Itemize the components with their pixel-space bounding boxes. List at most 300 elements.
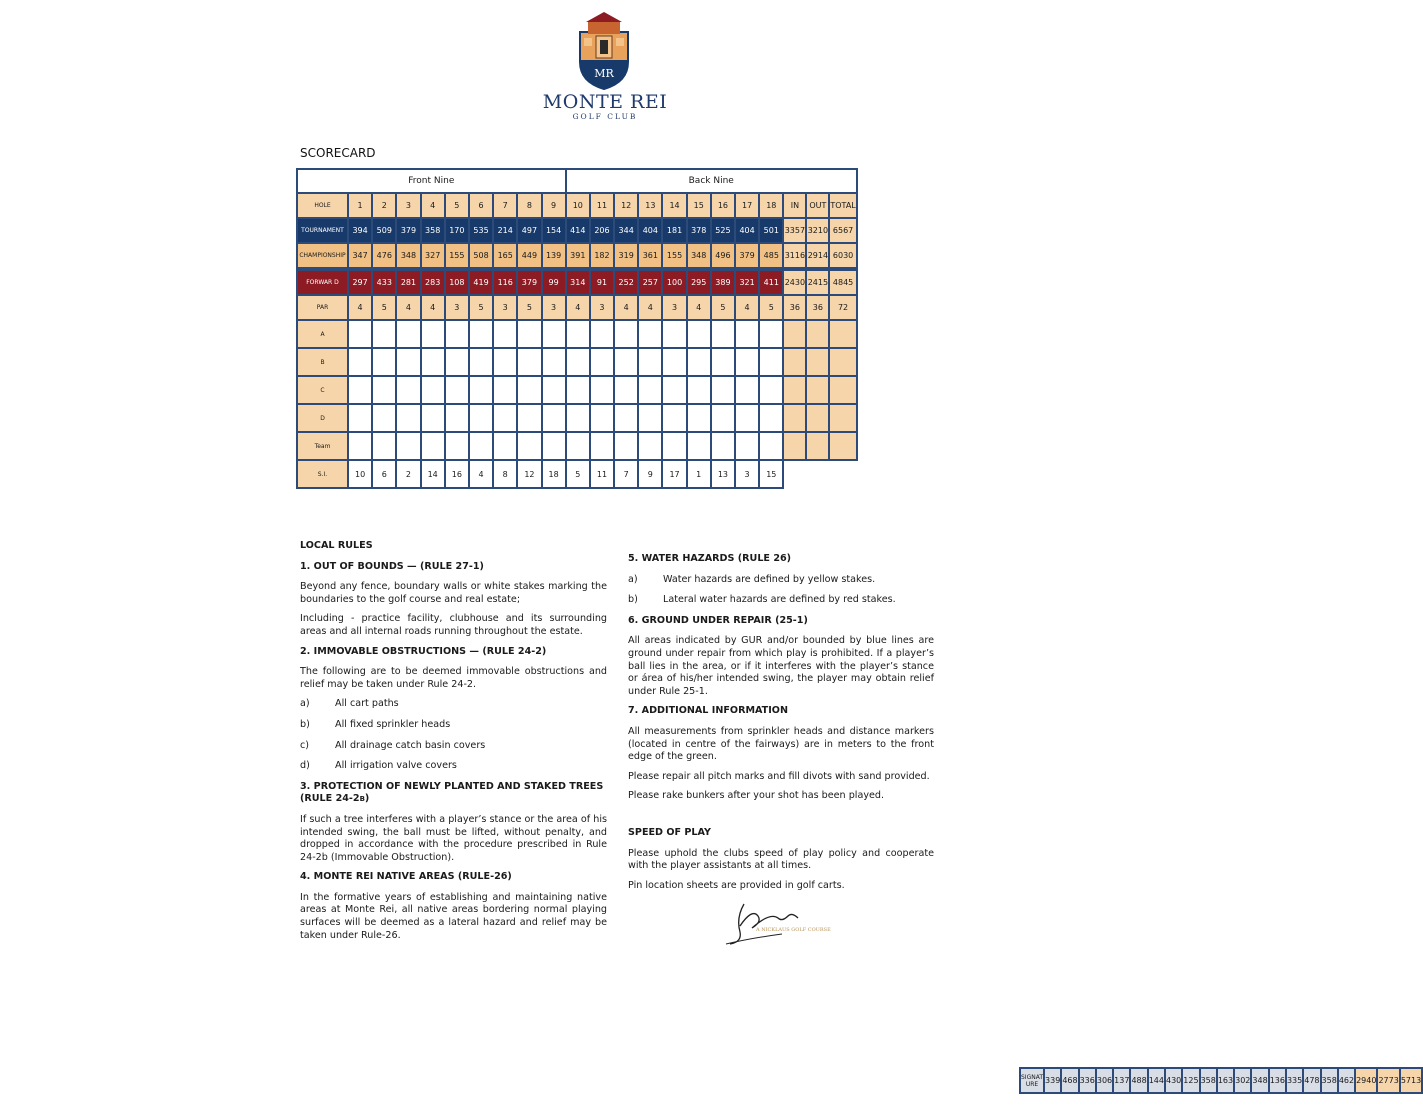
score-entry-cell[interactable] [542,376,566,404]
yardage-cell: 6567 [829,218,856,243]
score-entry-cell[interactable] [396,348,420,376]
stroke-index-cell: 12 [517,460,541,488]
yardage-cell: 100 [662,270,686,295]
score-entry-cell[interactable] [542,432,566,460]
score-entry-cell[interactable] [590,432,614,460]
hole-header-cell: OUT [806,193,829,218]
yardage-cell: 430 [1165,1068,1182,1093]
yardage-cell: 404 [735,218,759,243]
score-entry-cell[interactable] [638,432,662,460]
score-entry-cell[interactable] [542,320,566,348]
score-entry-cell[interactable] [687,432,711,460]
yardage-cell: 335 [1286,1068,1303,1093]
svg-text:A NICKLAUS GOLF COURSE: A NICKLAUS GOLF COURSE [756,927,831,933]
score-entry-cell[interactable] [590,320,614,348]
score-entry-cell[interactable] [711,404,735,432]
score-entry-cell[interactable] [566,432,590,460]
stroke-index-cell: 16 [445,460,469,488]
yardage-cell: 163 [1217,1068,1234,1093]
score-entry-cell[interactable] [542,348,566,376]
score-entry-cell[interactable] [517,320,541,348]
yardage-cell: 5713 [1400,1068,1422,1093]
yardage-cell: 327 [421,243,445,268]
list-item [300,698,607,711]
list-item-text: All irrigation valve covers [335,760,457,772]
list-item-marker: b) [628,594,638,606]
score-entry-cell[interactable] [806,432,829,460]
score-entry-cell[interactable] [711,348,735,376]
tee-row-champ [297,243,857,268]
score-entry-cell[interactable] [759,432,783,460]
score-entry-cell[interactable] [759,320,783,348]
tee-row-par [297,295,857,320]
hole-header-cell: 1 [348,193,372,218]
brand-wordmark [500,92,710,122]
rule-1-title: 1. OUT OF BOUNDS — (RULE 27-1) [300,560,484,572]
score-entry-cell[interactable] [372,376,396,404]
hole-header-cell: 16 [711,193,735,218]
yardage-cell: 419 [469,270,493,295]
score-entry-cell[interactable] [783,432,806,460]
score-entry-cell[interactable] [614,348,638,376]
score-entry-cell[interactable] [735,432,759,460]
rule-4-title: 4. MONTE REI NATIVE AREAS (RULE-26) [300,871,512,883]
tee-row-sig [1019,1067,1144,1117]
yardage-cell: 36 [783,295,806,320]
hole-header-cell: IN [783,193,806,218]
row-label: FORWAR D [297,270,348,295]
score-entry-cell[interactable] [829,320,856,348]
row-label: TOURNAMENT [297,218,348,243]
stroke-index-row [297,460,857,488]
score-entry-cell[interactable] [614,432,638,460]
score-entry-cell[interactable] [469,376,493,404]
score-entry-cell[interactable] [566,348,590,376]
list-item [628,594,934,607]
stroke-index-cell: 6 [372,460,396,488]
list-item-text: Water hazards are defined by yellow stakes. [663,573,876,585]
yardage-cell: 3210 [806,218,829,243]
stroke-index-cell: 2 [396,460,420,488]
yardage-cell: 339 [1044,1068,1061,1093]
score-entry-cell[interactable] [396,432,420,460]
score-entry-cell[interactable] [372,348,396,376]
yardage-cell: 321 [735,270,759,295]
score-entry-cell[interactable] [590,404,614,432]
list-item-marker: d) [300,760,310,772]
player-row [297,376,857,404]
score-entry-cell[interactable] [372,404,396,432]
stroke-index-label: S.I. [297,460,348,488]
stroke-index-cell: 8 [493,460,517,488]
score-entry-cell[interactable] [566,404,590,432]
row-label: CHAMPIONSHIP [297,243,348,268]
stroke-index-cell: 5 [566,460,590,488]
list-item [300,760,607,773]
score-entry-cell[interactable] [614,376,638,404]
list-item [300,740,607,753]
score-entry-cell[interactable] [614,320,638,348]
score-entry-cell[interactable] [662,320,686,348]
score-entry-cell[interactable] [348,348,372,376]
yardage-cell: 4845 [829,270,856,295]
yardage-cell: 497 [517,218,541,243]
yardage-cell: 314 [566,270,590,295]
yardage-cell: 182 [590,243,614,268]
score-entry-cell[interactable] [445,320,469,348]
yardage-cell: 2914 [806,243,829,268]
player-row [297,404,857,432]
yardage-cell: 125 [1182,1068,1199,1093]
signature-image [722,898,847,948]
club-name: MONTE REI [542,91,668,113]
yardage-cell: 181 [662,218,686,243]
score-entry-cell[interactable] [396,320,420,348]
score-entry-cell[interactable] [638,320,662,348]
stroke-index-cell: 18 [542,460,566,488]
score-entry-cell[interactable] [662,376,686,404]
score-entry-cell[interactable] [348,320,372,348]
stroke-index-cell: 15 [759,460,783,488]
rule-7-title: 7. ADDITIONAL INFORMATION [628,705,788,717]
score-entry-cell[interactable] [566,376,590,404]
score-entry-cell[interactable] [829,348,856,376]
rule-1-text: Beyond any fence, boundary walls or white stakes marking the boundaries to the golf course and real estate; [300,581,607,605]
score-entry-cell[interactable] [829,376,856,404]
score-entry-cell[interactable] [348,432,372,460]
score-entry-cell[interactable] [445,376,469,404]
yardage-cell: 525 [711,218,735,243]
yardage-cell: 336 [1079,1068,1096,1093]
yardage-cell: 116 [493,270,517,295]
svg-text:MR: MR [594,67,614,80]
yardage-cell: 358 [1321,1068,1338,1093]
yardage-cell: 72 [829,295,856,320]
yardage-cell: 414 [566,218,590,243]
score-entry-cell[interactable] [687,320,711,348]
yardage-cell: 283 [421,270,445,295]
yardage-cell: 306 [1096,1068,1113,1093]
yardage-cell: 347 [348,243,372,268]
score-entry-cell[interactable] [590,376,614,404]
hole-header-cell: 5 [445,193,469,218]
score-entry-cell[interactable] [783,320,806,348]
rule-7-text: All measurements from sprinkler heads and distance markers (located in centre of the fairways) are in meters to the front edge of the green. [628,725,934,763]
list-item-marker: c) [300,739,310,751]
yardage-cell: 496 [711,243,735,268]
front-nine-label: Front Nine [297,169,566,193]
list-item-marker: a) [628,573,638,585]
score-entry-cell[interactable] [829,432,856,460]
yardage-cell: 2940 [1355,1068,1377,1093]
score-entry-cell[interactable] [517,376,541,404]
stroke-index-cell: 13 [711,460,735,488]
yardage-cell: 3 [662,295,686,320]
yardage-cell: 3 [493,295,517,320]
stroke-index-cell: 11 [590,460,614,488]
yardage-cell: 4 [614,295,638,320]
score-entry-cell[interactable] [783,348,806,376]
score-entry-cell[interactable] [638,348,662,376]
player-row [297,348,857,376]
score-entry-cell[interactable] [662,432,686,460]
hole-header-cell: 11 [590,193,614,218]
yardage-cell: 379 [517,270,541,295]
yardage-cell: 449 [517,243,541,268]
yardage-cell: 391 [566,243,590,268]
score-entry-cell[interactable] [638,404,662,432]
player-label: D [297,404,348,432]
hole-header-cell: 18 [759,193,783,218]
yardage-cell: 2430 [783,270,806,295]
rule-2-title: 2. IMMOVABLE OBSTRUCTIONS — (RULE 24-2) [300,645,547,657]
scorecard-title: SCORECARD [300,146,376,160]
score-entry-cell[interactable] [445,432,469,460]
list-item-text: All fixed sprinkler heads [335,718,451,730]
empty-cell [829,460,856,488]
tee-row-tour [297,218,857,243]
hole-header-cell: 13 [638,193,662,218]
score-entry-cell[interactable] [469,348,493,376]
yardage-cell: 170 [445,218,469,243]
yardage-cell: 348 [396,243,420,268]
rule-5-title: 5. WATER HAZARDS (RULE 26) [628,553,792,564]
yardage-cell: 144 [1148,1068,1165,1093]
score-entry-cell[interactable] [421,320,445,348]
yardage-cell: 137 [1113,1068,1130,1093]
hole-header-cell: 14 [662,193,686,218]
list-item [628,574,934,587]
score-entry-cell[interactable] [493,376,517,404]
yardage-cell: 36 [806,295,829,320]
rule-2-list [300,698,607,772]
yardage-cell: 139 [542,243,566,268]
row-label: PAR [297,295,348,320]
yardage-cell: 214 [493,218,517,243]
score-entry-cell[interactable] [445,404,469,432]
speed-of-play-text: Please uphold the clubs speed of play policy and cooperate with the player assistants at all times. [628,847,934,872]
score-entry-cell[interactable] [421,348,445,376]
score-entry-cell[interactable] [348,404,372,432]
yardage-cell: 297 [348,270,372,295]
score-entry-cell[interactable] [759,376,783,404]
yardage-cell: 136 [1269,1068,1286,1093]
score-entry-cell[interactable] [517,348,541,376]
hole-header-cell: 3 [396,193,420,218]
yardage-cell: 501 [759,218,783,243]
yardage-cell: 252 [614,270,638,295]
score-entry-cell[interactable] [421,376,445,404]
yardage-cell: 379 [735,243,759,268]
yardage-cell: 358 [421,218,445,243]
score-entry-cell[interactable] [493,320,517,348]
yardage-cell: 4 [687,295,711,320]
rule-1-text-2: Including - practice facility, clubhouse and its surrounding areas and all internal roads running throughout the estate. [300,613,607,637]
yardage-cell: 358 [1200,1068,1217,1093]
yardage-cell: 155 [445,243,469,268]
yardage-cell: 3 [542,295,566,320]
yardage-cell: 5 [711,295,735,320]
yardage-cell: 4 [348,295,372,320]
score-entry-cell[interactable] [493,348,517,376]
score-entry-cell[interactable] [806,376,829,404]
score-entry-cell[interactable] [687,348,711,376]
score-entry-cell[interactable] [806,404,829,432]
empty-cell [806,460,829,488]
score-entry-cell[interactable] [687,376,711,404]
yardage-cell: 478 [1303,1068,1320,1093]
yardage-cell: 5 [517,295,541,320]
yardage-cell: 3 [445,295,469,320]
rule-5-list [628,574,934,607]
stroke-index-cell: 3 [735,460,759,488]
score-entry-cell[interactable] [711,320,735,348]
score-entry-cell[interactable] [421,432,445,460]
score-entry-cell[interactable] [469,432,493,460]
score-entry-cell[interactable] [638,376,662,404]
score-entry-cell[interactable] [372,432,396,460]
yardage-cell: 302 [1234,1068,1251,1093]
yardage-cell: 4 [396,295,420,320]
score-entry-cell[interactable] [566,320,590,348]
score-entry-cell[interactable] [396,376,420,404]
yardage-cell: 4 [638,295,662,320]
score-entry-cell[interactable] [445,348,469,376]
yardage-cell: 3 [590,295,614,320]
empty-cell [783,460,806,488]
score-entry-cell[interactable] [711,432,735,460]
yardage-cell: 5 [469,295,493,320]
score-entry-cell[interactable] [421,404,445,432]
score-entry-cell[interactable] [687,404,711,432]
stroke-index-cell: 14 [421,460,445,488]
row-label: SIGNAT URE [1020,1068,1044,1093]
hole-header-row [297,193,857,218]
score-entry-cell[interactable] [662,404,686,432]
hole-header-cell: 9 [542,193,566,218]
hole-header-cell: 15 [687,193,711,218]
score-entry-cell[interactable] [806,320,829,348]
stroke-index-cell: 17 [662,460,686,488]
score-entry-cell[interactable] [759,404,783,432]
stroke-index-cell: 9 [638,460,662,488]
stroke-index-cell: 7 [614,460,638,488]
score-entry-cell[interactable] [372,320,396,348]
yardage-cell: 535 [469,218,493,243]
yardage-cell: 433 [372,270,396,295]
yardage-cell: 99 [542,270,566,295]
hole-header-cell: 6 [469,193,493,218]
yardage-cell: 295 [687,270,711,295]
yardage-cell: 378 [687,218,711,243]
score-entry-cell[interactable] [348,376,372,404]
rule-2-text: The following are to be deemed immovable obstructions and relief may be taken under Rule 24-2. [300,666,607,690]
yardage-cell: 4 [421,295,445,320]
score-entry-cell[interactable] [829,404,856,432]
rules-left-column [300,540,607,949]
yardage-cell: 2773 [1377,1068,1399,1093]
hole-label: HOLE [297,193,348,218]
score-entry-cell[interactable] [735,320,759,348]
rule-6-text: All areas indicated by GUR and/or bounded by blue lines are ground under repair from which play is prohibited. If a player’s ball lies in the area, or if it interferes with the player’s stance or área of his/her intended swing, the player may obtain relief under Rule 25-1. [628,635,934,697]
score-entry-cell[interactable] [783,404,806,432]
yardage-cell: 488 [1130,1068,1147,1093]
score-entry-cell[interactable] [735,404,759,432]
yardage-cell: 5 [372,295,396,320]
yardage-cell: 361 [638,243,662,268]
yardage-cell: 389 [711,270,735,295]
yardage-cell: 485 [759,243,783,268]
score-entry-cell[interactable] [590,348,614,376]
list-item-text: All drainage catch basin covers [335,739,486,751]
score-entry-cell[interactable] [806,348,829,376]
hole-header-cell: 4 [421,193,445,218]
player-row [297,320,857,348]
yardage-cell: 2415 [806,270,829,295]
yardage-cell: 411 [759,270,783,295]
player-label: A [297,320,348,348]
score-entry-cell[interactable] [783,376,806,404]
score-entry-cell[interactable] [614,404,638,432]
speed-of-play-title: SPEED OF PLAY [628,826,711,838]
score-entry-cell[interactable] [662,348,686,376]
club-subtitle: GOLF CLUB [572,112,638,121]
speed-of-play-text-2: Pin location sheets are provided in golf carts. [628,879,845,891]
score-entry-cell[interactable] [711,376,735,404]
score-entry-cell[interactable] [469,404,493,432]
yardage-cell: 154 [542,218,566,243]
yardage-cell: 3357 [783,218,806,243]
stroke-index-cell: 4 [469,460,493,488]
list-item-text: Lateral water hazards are defined by red stakes. [663,594,896,606]
yardage-cell: 468 [1061,1068,1078,1093]
list-item [300,719,607,732]
hole-header-cell: 12 [614,193,638,218]
hole-header-cell: 7 [493,193,517,218]
yardage-cell: 5 [759,295,783,320]
hole-header-cell: 17 [735,193,759,218]
score-entry-cell[interactable] [469,320,493,348]
local-rules-heading: LOCAL RULES [300,540,373,551]
list-item-marker: a) [300,698,310,710]
yardage-cell: 394 [348,218,372,243]
player-label: B [297,348,348,376]
yardage-cell: 4 [735,295,759,320]
rule-7-text-3: Please rake bunkers after your shot has been played. [628,790,885,802]
score-entry-cell[interactable] [396,404,420,432]
yardage-cell: 404 [638,218,662,243]
yardage-cell: 509 [372,218,396,243]
rule-4-text: In the formative years of establishing and maintaining native areas at Monte Rei, all native areas bordering normal playing surfaces will be deemed as a lateral hazard and relief may be taken under Rule-26. [300,891,607,941]
yardage-cell: 344 [614,218,638,243]
score-entry-cell[interactable] [759,348,783,376]
player-label: Team [297,432,348,460]
score-entry-cell[interactable] [735,376,759,404]
rule-7-text-2: Please repair all pitch marks and fill divots with sand provided. [628,770,930,782]
score-entry-cell[interactable] [542,404,566,432]
list-item-text: All cart paths [335,698,399,710]
score-entry-cell[interactable] [517,404,541,432]
score-entry-cell[interactable] [517,432,541,460]
score-entry-cell[interactable] [493,404,517,432]
hole-header-cell: TOTAL [829,193,856,218]
score-entry-cell[interactable] [493,432,517,460]
score-entry-cell[interactable] [735,348,759,376]
list-item-marker: b) [300,718,310,730]
yardage-cell: 108 [445,270,469,295]
rule-6-title: 6. GROUND UNDER REPAIR (25-1) [628,614,808,626]
rule-3-title: 3. PROTECTION OF NEWLY PLANTED AND STAKED TREES (RULE 24-2b) [300,780,604,805]
